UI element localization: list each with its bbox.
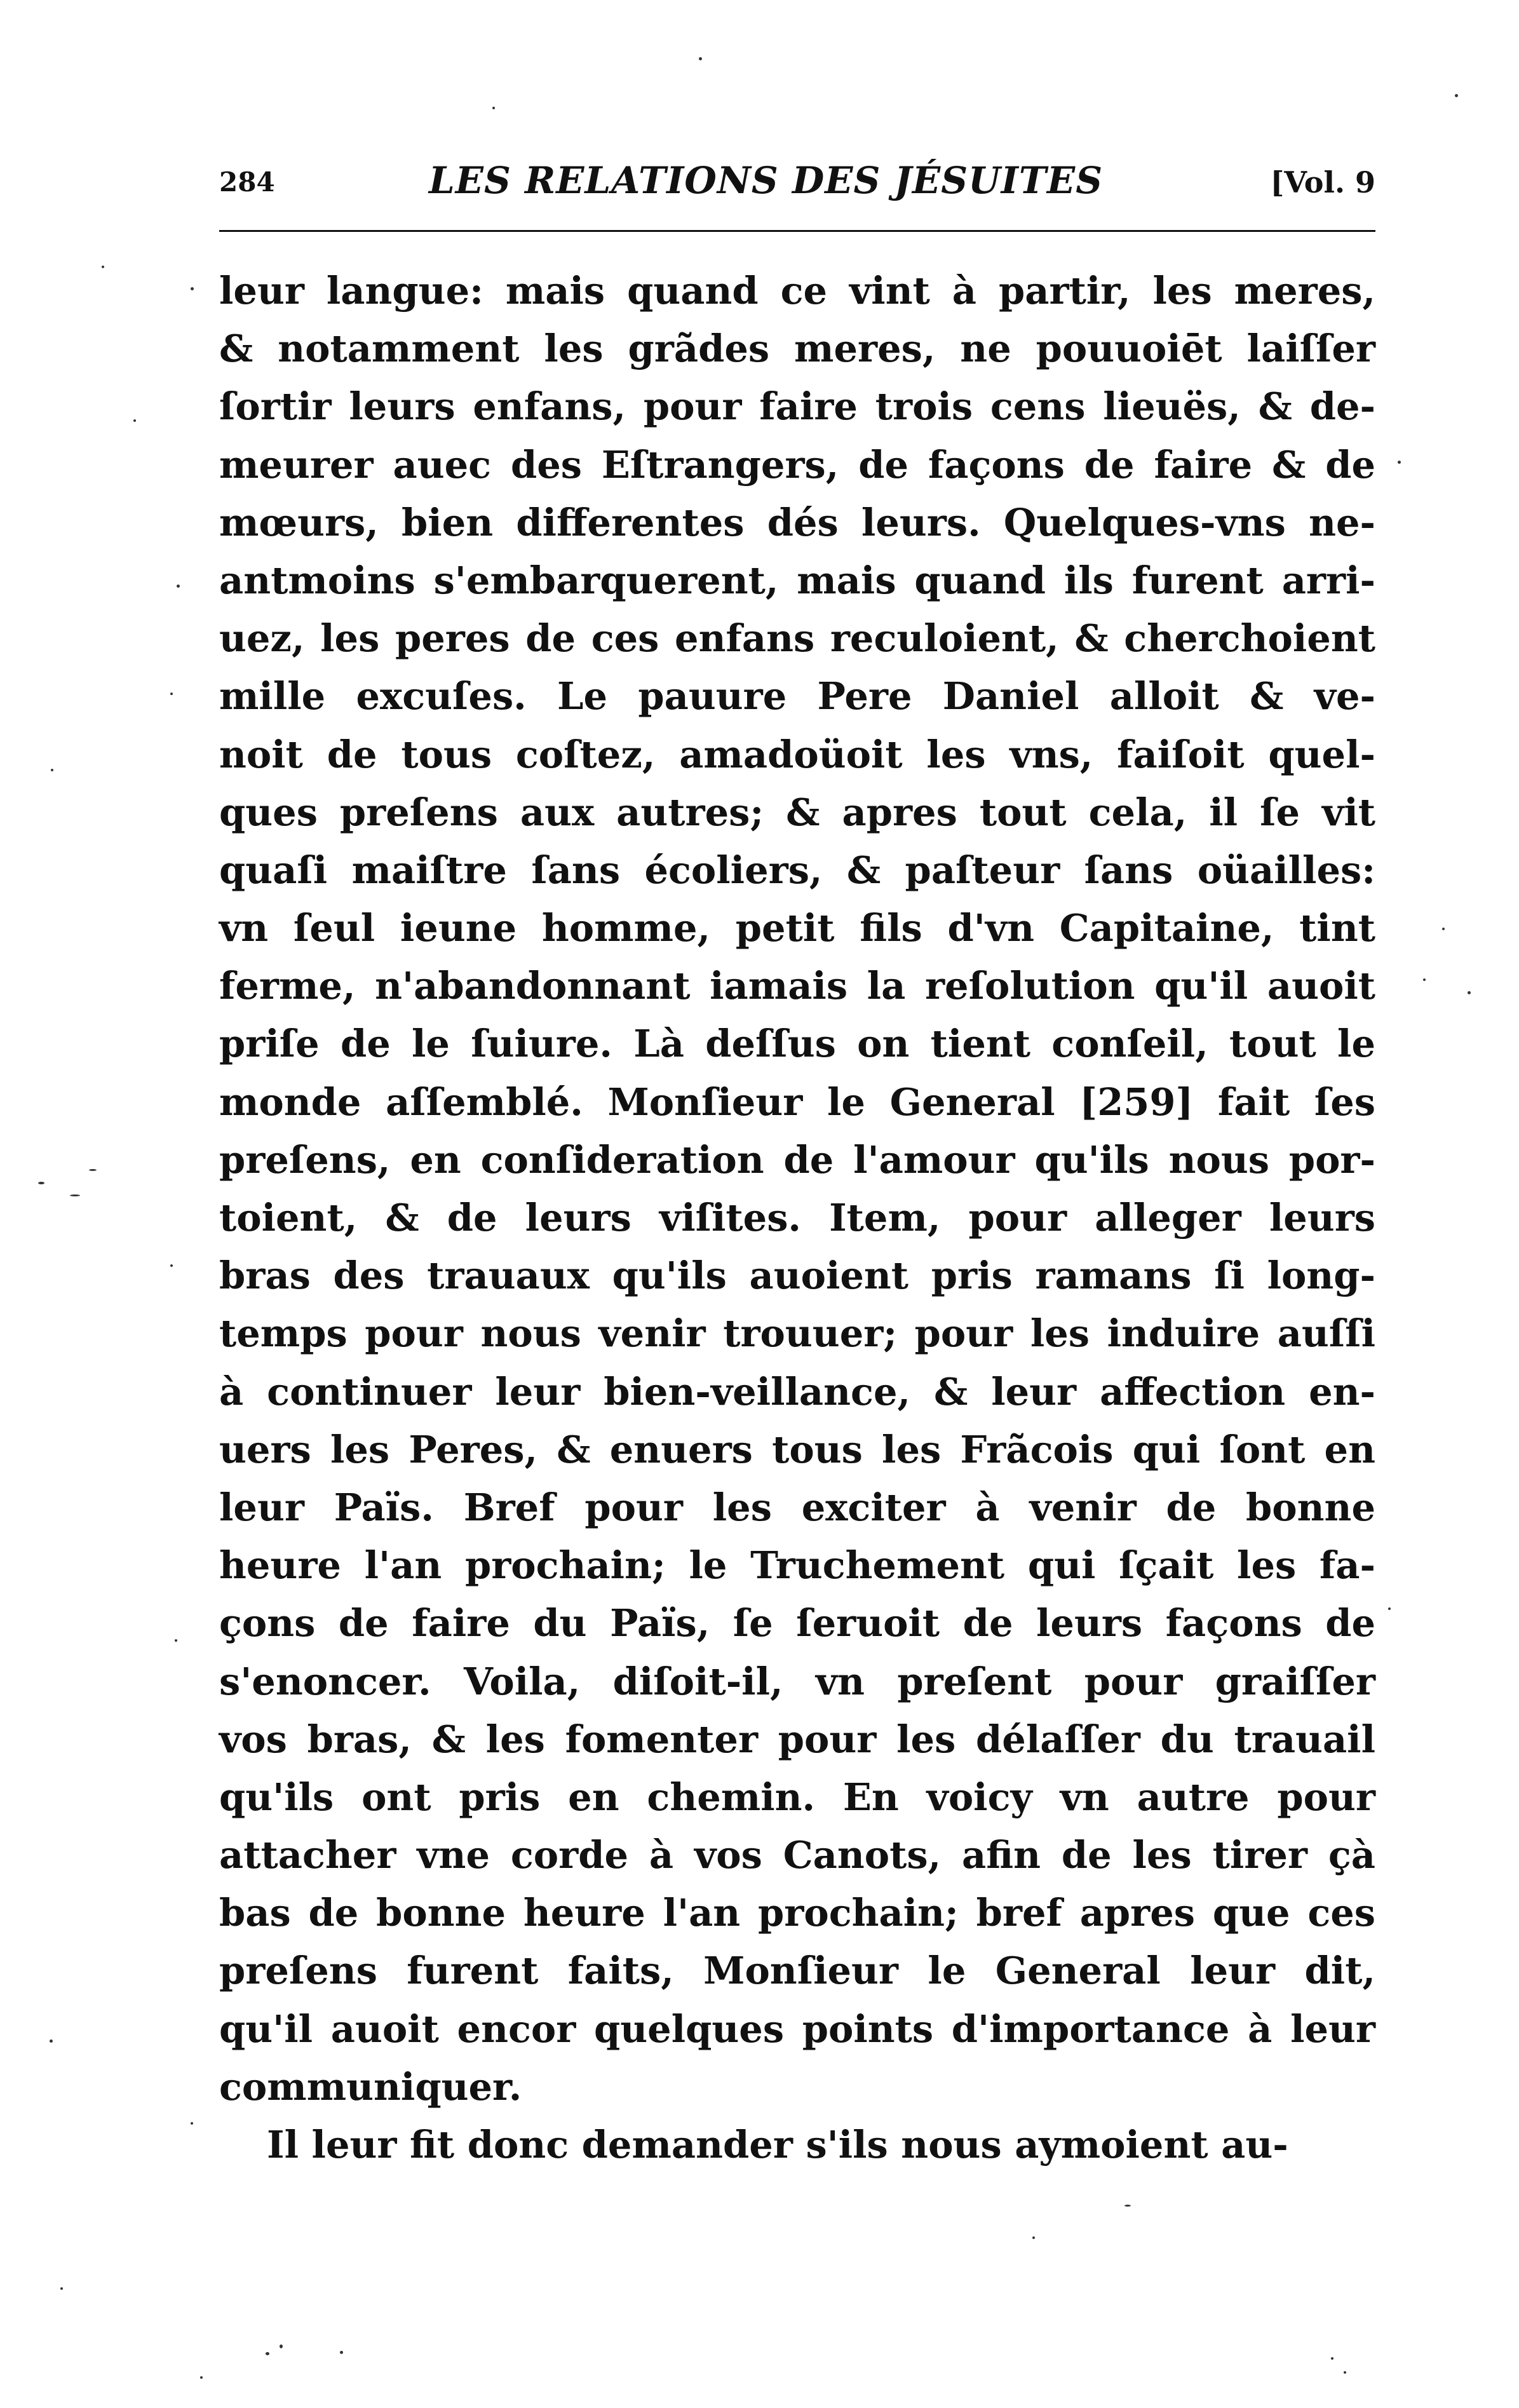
scan-speck — [200, 2376, 203, 2379]
text-line: qu'il auoit encor quelques points d'importance à leur — [219, 2006, 1375, 2051]
scan-speck — [51, 769, 53, 771]
text-line: & notamment les grãdes meres, ne pouuoiēt laiſſer — [219, 327, 1375, 371]
scan-speck — [492, 107, 495, 109]
text-line: monde aſſemblé. Monſieur le General [259] fait ſes — [219, 1079, 1375, 1124]
scan-speck — [133, 419, 136, 422]
text-line: ferme, n'abandonnant iamais la reſolution qu'il auoit — [219, 964, 1375, 1008]
text-line: Il leur fit donc demander s'ils nous aymoient au- — [267, 2123, 1288, 2167]
text-line: priſe de le ſuiure. Là deſſus on tient conſeil, tout le — [219, 1022, 1375, 1066]
scan-speck — [1388, 1607, 1391, 1610]
text-line: uez, les peres de ces enfans reculoient, & cherchoient — [219, 616, 1375, 661]
scan-speck — [191, 2122, 193, 2125]
text-line: mœurs, bien differentes dés leurs. Quelques-vns ne- — [219, 500, 1375, 545]
scan-speck — [1455, 94, 1458, 97]
text-line: toient, & de leurs viſites. Item, pour alleger leurs — [219, 1196, 1375, 1240]
scan-speck — [699, 57, 702, 60]
text-line: mille excuſes. Le pauure Pere Daniel alloit & ve- — [219, 674, 1375, 719]
scan-speck — [1442, 928, 1445, 930]
scan-speck — [175, 1639, 177, 1642]
scan-speck — [280, 2344, 283, 2348]
text-line: bas de bonne heure l'an prochain; bref apres que ces — [219, 1891, 1375, 1935]
text-line: antmoins s'embarquerent, mais quand ils furent arri- — [219, 558, 1375, 602]
text-line: noit de tous coſtez, amadoüoit les vns, faiſoit quel- — [219, 732, 1375, 776]
scan-speck — [70, 1194, 80, 1196]
scan-speck — [60, 2287, 63, 2290]
scan-speck — [38, 1182, 44, 1184]
scan-speck — [1331, 2357, 1333, 2360]
volume-label: [Vol. 9 — [1270, 165, 1375, 200]
text-line: ſortir leurs enfans, pour faire trois cens lieuës, & de- — [219, 384, 1375, 429]
text-line: vn ſeul ieune homme, petit fils d'vn Capitaine, tint — [219, 906, 1375, 950]
scan-speck — [1124, 2205, 1131, 2207]
text-line: ques preſens aux autres; & apres tout cela, il ſe vit — [219, 790, 1375, 834]
text-line: communiquer. — [219, 2064, 522, 2109]
scan-speck — [340, 2351, 343, 2354]
text-line: attacher vne corde à vos Canots, afin de les tirer çà — [219, 1833, 1375, 1877]
text-line: à continuer leur bien-veillance, & leur affection en- — [219, 1369, 1375, 1414]
text-line: s'enoncer. Voila, diſoit-il, vn preſent pour graiſſer — [219, 1659, 1375, 1703]
running-title: LES RELATIONS DES JÉSUITES — [429, 159, 1104, 202]
text-line: quaſi maiſtre ſans écoliers, & paſteur ſans oüailles: — [219, 848, 1375, 892]
text-line: uers les Peres, & enuers tous les Frãcois qui ſont en — [219, 1427, 1375, 1471]
text-line: çons de faire du Païs, ſe ſeruoit de leurs façons de — [219, 1601, 1375, 1646]
scan-speck — [170, 693, 173, 695]
text-line: bras des trauaux qu'ils auoient pris ramans ſi long- — [219, 1254, 1375, 1298]
text-line: vos bras, & les fomenter pour les délaſſer du trauail — [219, 1717, 1375, 1761]
scan-speck — [1344, 2371, 1346, 2374]
text-line: temps pour nous venir trouuer; pour les induire auſſi — [219, 1311, 1375, 1356]
text-line: meurer auec des Eſtrangers, de façons de faire & de — [219, 442, 1375, 487]
text-line: leur langue: mais quand ce vint à partir, les meres, — [219, 269, 1375, 313]
scan-speck — [170, 1264, 173, 1267]
text-line: leur Païs. Bref pour les exciter à venir de bonne — [219, 1485, 1375, 1529]
text-line: heure l'an prochain; le Truchement qui ſçait les fa- — [219, 1543, 1375, 1588]
scan-speck — [177, 585, 180, 588]
scan-speck — [1468, 991, 1471, 994]
scan-speck — [266, 2352, 269, 2355]
text-line: preſens furent faits, Monſieur le General leur dit, — [219, 1949, 1375, 1993]
scan-speck — [50, 2039, 53, 2043]
scan-speck — [102, 266, 104, 268]
scan-speck — [1032, 2236, 1035, 2239]
page-header — [219, 158, 1375, 215]
page-number: 284 — [219, 166, 275, 198]
scan-speck — [1423, 978, 1426, 981]
scan-speck — [89, 1169, 97, 1171]
text-line: qu'ils ont pris en chemin. En voicy vn autre pour — [219, 1775, 1375, 1819]
header-rule — [219, 230, 1375, 232]
text-line: preſens, en conſideration de l'amour qu'ils nous por- — [219, 1137, 1375, 1182]
scan-speck — [1398, 461, 1401, 464]
scan-speck — [191, 287, 194, 290]
body-text — [219, 262, 1375, 2174]
